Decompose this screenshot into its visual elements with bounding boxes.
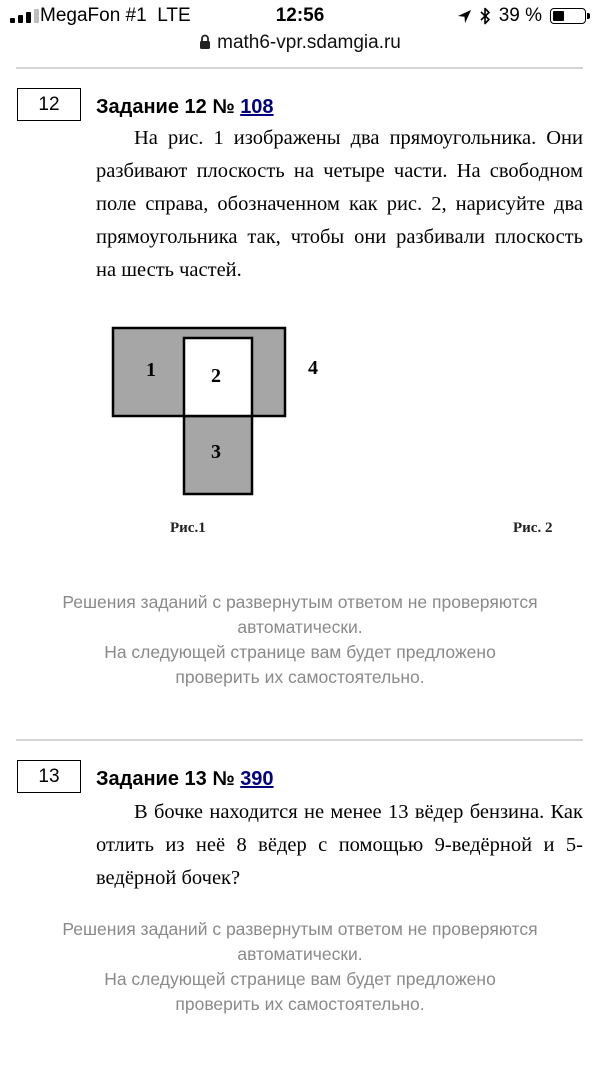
region-label-1: 1	[146, 359, 156, 381]
carrier-name: MegaFon #1	[40, 5, 147, 26]
task-text: На рис. 1 изображены два прямоугольника. Они разбивают плоскость на четыре части. На свободном поле справа, обозначенном как рис. 2, нарисуйте два прямоугольника так, чтобы они разбивали плоскость на шесть частей.	[96, 127, 583, 281]
note-line-1: Решения заданий с развернутым ответом не проверяются автоматически.	[62, 919, 538, 964]
figure-rectangles	[100, 310, 580, 555]
task-title: Задание 13 №	[96, 768, 235, 790]
note-line-2: На следующей странице вам будет предложено проверить их самостоятельно.	[104, 642, 496, 687]
task-number-box: 13	[17, 760, 81, 793]
region-label-4: 4	[308, 357, 318, 379]
battery-tip	[587, 13, 590, 19]
battery-icon	[550, 8, 586, 24]
task-heading	[96, 768, 274, 791]
network-type: LTE	[157, 5, 191, 26]
divider	[16, 67, 583, 69]
solution-note	[60, 917, 540, 1017]
location-arrow-icon	[457, 9, 472, 24]
task-heading	[96, 96, 274, 119]
address-bar[interactable]	[0, 32, 600, 54]
divider	[16, 739, 583, 741]
task-id-link[interactable]: 390	[240, 768, 274, 790]
note-line-2: На следующей странице вам будет предложено проверить их самостоятельно.	[104, 969, 496, 1014]
battery-percent: 39 %	[498, 5, 542, 26]
solution-note	[60, 590, 540, 690]
status-right-group	[457, 5, 586, 27]
figure-svg	[100, 310, 580, 550]
figure-caption-2: Рис. 2	[513, 520, 553, 536]
status-bar	[0, 0, 600, 34]
region-label-2: 2	[211, 365, 221, 387]
region-label-3: 3	[211, 441, 221, 463]
task-text: В бочке находится не менее 13 вёдер бензина. Как отлить из неё 8 вёдер с помощью 9-ведёрной и 5-ведёрной бочек?	[96, 801, 583, 889]
lock-icon	[199, 34, 211, 50]
url-text: math6-vpr.sdamgia.ru	[217, 32, 401, 53]
task-title: Задание 12 №	[96, 96, 235, 118]
task-id-link[interactable]: 108	[240, 96, 274, 118]
status-time: 12:56	[275, 5, 325, 26]
bluetooth-icon	[480, 7, 491, 25]
task-number-box: 12	[17, 88, 81, 121]
note-line-1: Решения заданий с развернутым ответом не проверяются автоматически.	[62, 592, 538, 637]
figure-caption-1: Рис.1	[170, 520, 206, 536]
battery-fill	[553, 11, 564, 21]
